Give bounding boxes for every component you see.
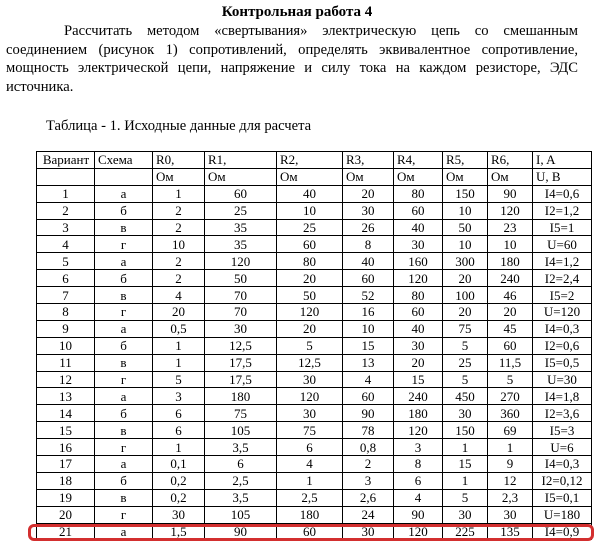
table-cell: 60 — [488, 337, 533, 354]
table-cell: 180 — [488, 253, 533, 270]
table-cell: б — [95, 472, 153, 489]
table-cell: 120 — [205, 253, 277, 270]
table-cell: 9 — [37, 320, 95, 337]
table-cell: 50 — [277, 287, 343, 304]
table-cell: I5=2 — [533, 287, 592, 304]
table-cell: а — [95, 388, 153, 405]
table-cell: 14 — [37, 405, 95, 422]
table-cell: 120 — [394, 523, 443, 540]
table-cell: U=60 — [533, 236, 592, 253]
table-cell: 60 — [277, 236, 343, 253]
table-cell: 20 — [277, 320, 343, 337]
table-cell: 12 — [37, 371, 95, 388]
table-cell: 90 — [488, 185, 533, 202]
table-cell: 160 — [394, 253, 443, 270]
table-cell: в — [95, 219, 153, 236]
table-cell: б — [95, 202, 153, 219]
table-cell: 15 — [394, 371, 443, 388]
table-cell: 30 — [277, 405, 343, 422]
table-cell: 30 — [343, 202, 394, 219]
table-cell: Ом — [394, 168, 443, 185]
table-row — [37, 304, 592, 321]
table-cell: Ом — [443, 168, 488, 185]
table-cell: 12,5 — [205, 337, 277, 354]
table-cell: 5 — [488, 371, 533, 388]
table-cell: 70 — [205, 304, 277, 321]
table-cell: Ом — [205, 168, 277, 185]
table-cell: в — [95, 287, 153, 304]
table-cell: 120 — [277, 304, 343, 321]
table-cell: 15 — [37, 422, 95, 439]
table-cell: 24 — [343, 506, 394, 523]
table-cell: I5=0,1 — [533, 489, 592, 506]
task-text: Рассчитать методом «свертывания» электрическую цепь со смешанным соединением (рисунок 1) сопротивлений, определять эквивалентное сопротивление, мощность электрической цепи, напряжение и силу тока на каждом резисторе, ЭДС источника. — [6, 23, 578, 95]
table-cell: 20 — [488, 304, 533, 321]
table-cell: 10 — [153, 236, 205, 253]
table-cell: 20 — [443, 270, 488, 287]
table-cell: 20 — [394, 354, 443, 371]
table-cell: 240 — [488, 270, 533, 287]
highlighted-row-frame — [28, 524, 594, 541]
table-cell: 80 — [394, 185, 443, 202]
table-cell: 40 — [394, 219, 443, 236]
table-cell: I2=0,12 — [533, 472, 592, 489]
table-cell: 26 — [343, 219, 394, 236]
table-cell: б — [95, 270, 153, 287]
table-cell: 10 — [277, 202, 343, 219]
table-cell: г — [95, 506, 153, 523]
table-row — [37, 439, 592, 456]
table-cell: 5 — [443, 371, 488, 388]
data-table — [36, 151, 592, 540]
table-cell: 50 — [443, 219, 488, 236]
table-cell: 1 — [443, 472, 488, 489]
table-cell: 8 — [37, 304, 95, 321]
table-cell: 1,5 — [153, 523, 205, 540]
table-cell: 13 — [37, 388, 95, 405]
table-row — [37, 219, 592, 236]
table-cell — [37, 168, 95, 185]
table-cell: 69 — [488, 422, 533, 439]
table-cell: в — [95, 422, 153, 439]
table-cell: 17,5 — [205, 354, 277, 371]
table-cell: 11 — [37, 354, 95, 371]
table-cell: 60 — [343, 270, 394, 287]
table-cell: 17 — [37, 456, 95, 473]
table-cell: 120 — [277, 388, 343, 405]
table-cell: 6 — [277, 439, 343, 456]
table-cell: R5, — [443, 152, 488, 169]
table-cell: I5=0,5 — [533, 354, 592, 371]
table-row — [37, 185, 592, 202]
table-cell: 3 — [394, 439, 443, 456]
table-row — [37, 253, 592, 270]
table-cell: 0,2 — [153, 472, 205, 489]
table-cell: 20 — [443, 304, 488, 321]
table-cell: 2,5 — [277, 489, 343, 506]
table-cell: 2 — [37, 202, 95, 219]
table-cell: 90 — [394, 506, 443, 523]
table-cell: R3, — [343, 152, 394, 169]
table-row — [37, 506, 592, 523]
table-cell: U=180 — [533, 506, 592, 523]
table-cell: 21 — [37, 523, 95, 540]
table-row — [37, 472, 592, 489]
table-cell: 35 — [205, 219, 277, 236]
table-cell: 11,5 — [488, 354, 533, 371]
table-cell: 300 — [443, 253, 488, 270]
table-cell: 30 — [343, 523, 394, 540]
table-cell: 1 — [37, 185, 95, 202]
table-cell: 60 — [394, 202, 443, 219]
table-cell: г — [95, 439, 153, 456]
table-cell: I4=1,8 — [533, 388, 592, 405]
table-cell: 0,5 — [153, 320, 205, 337]
table-cell: 0,8 — [343, 439, 394, 456]
table-row — [37, 202, 592, 219]
table-cell: 270 — [488, 388, 533, 405]
table-cell: Схема — [95, 152, 153, 169]
table-cell: U=6 — [533, 439, 592, 456]
table-cell: 80 — [394, 287, 443, 304]
table-cell: 2,6 — [343, 489, 394, 506]
table-cell: 90 — [343, 405, 394, 422]
table-cell: в — [95, 489, 153, 506]
table-cell: 12,5 — [277, 354, 343, 371]
table-cell: 4 — [277, 456, 343, 473]
table-cell: 2,5 — [205, 472, 277, 489]
task-paragraph — [6, 22, 578, 96]
table-cell: 120 — [394, 270, 443, 287]
table-cell: 20 — [37, 506, 95, 523]
table-cell: 105 — [205, 422, 277, 439]
table-cell: 40 — [394, 320, 443, 337]
table-cell: 16 — [343, 304, 394, 321]
table-cell: 90 — [205, 523, 277, 540]
table-cell: I4=0,3 — [533, 320, 592, 337]
table-cell: 0,2 — [153, 489, 205, 506]
table-cell: 6 — [153, 405, 205, 422]
table-cell: 25 — [205, 202, 277, 219]
table-cell: 35 — [205, 236, 277, 253]
table-cell: 2 — [343, 456, 394, 473]
table-caption: Таблица - 1. Исходные данные для расчета — [46, 118, 312, 134]
table-cell: U=120 — [533, 304, 592, 321]
table-cell: 0,1 — [153, 456, 205, 473]
table-row — [37, 354, 592, 371]
table-cell: Ом — [488, 168, 533, 185]
table-cell: 5 — [37, 253, 95, 270]
table-cell: 30 — [488, 506, 533, 523]
table-cell: 10 — [488, 236, 533, 253]
table-row — [37, 388, 592, 405]
table-cell: 30 — [443, 405, 488, 422]
table-cell: 6 — [153, 422, 205, 439]
table-cell: 15 — [443, 456, 488, 473]
table-cell: I4=0,9 — [533, 523, 592, 540]
table-cell: 2,3 — [488, 489, 533, 506]
table-cell: 30 — [394, 337, 443, 354]
table-cell: г — [95, 304, 153, 321]
table-cell: I5=3 — [533, 422, 592, 439]
table-cell: Ом — [153, 168, 205, 185]
table-cell: 78 — [343, 422, 394, 439]
table-cell: 4 — [37, 236, 95, 253]
table-cell: 150 — [443, 422, 488, 439]
table-row — [37, 489, 592, 506]
table-cell: 120 — [394, 422, 443, 439]
table-cell: г — [95, 371, 153, 388]
table-header-row — [37, 152, 592, 169]
table-cell: а — [95, 185, 153, 202]
table-cell: I2=1,2 — [533, 202, 592, 219]
table-cell: 75 — [277, 422, 343, 439]
table-cell: 52 — [343, 287, 394, 304]
table-cell: 60 — [394, 304, 443, 321]
table-cell: 40 — [277, 185, 343, 202]
table-cell: 20 — [277, 270, 343, 287]
table-cell: 20 — [343, 185, 394, 202]
table-cell: 23 — [488, 219, 533, 236]
table-cell: 4 — [394, 489, 443, 506]
table-cell: Вариант — [37, 152, 95, 169]
table-cell — [95, 168, 153, 185]
document-title: Контрольная работа 4 — [221, 4, 373, 20]
table-cell: а — [95, 523, 153, 540]
table-cell: 40 — [343, 253, 394, 270]
table-cell: 46 — [488, 287, 533, 304]
table-cell: 10 — [443, 236, 488, 253]
table-cell: R2, — [277, 152, 343, 169]
table-cell: 1 — [153, 337, 205, 354]
table-cell: I2=0,6 — [533, 337, 592, 354]
table-cell: 2 — [153, 202, 205, 219]
table-cell: 180 — [394, 405, 443, 422]
table-cell: б — [95, 405, 153, 422]
table-cell: 19 — [37, 489, 95, 506]
table-cell: 1 — [277, 472, 343, 489]
table-cell: а — [95, 456, 153, 473]
table-cell: 30 — [443, 506, 488, 523]
table-cell: 180 — [277, 506, 343, 523]
table-cell: 1 — [443, 439, 488, 456]
table-cell: 6 — [394, 472, 443, 489]
table-row — [37, 456, 592, 473]
table-cell: 3 — [153, 388, 205, 405]
table-cell: 10 — [443, 202, 488, 219]
table-cell: 3,5 — [205, 489, 277, 506]
table-cell: 7 — [37, 287, 95, 304]
table-cell: 75 — [205, 405, 277, 422]
table-cell: 3,5 — [205, 439, 277, 456]
table-row — [37, 270, 592, 287]
table-cell: Ом — [277, 168, 343, 185]
table-cell: 18 — [37, 472, 95, 489]
table-row — [37, 320, 592, 337]
table-cell: а — [95, 253, 153, 270]
table-cell: 4 — [153, 287, 205, 304]
table-cell: 6 — [205, 456, 277, 473]
table-cell: в — [95, 354, 153, 371]
table-row — [37, 405, 592, 422]
table-cell: 105 — [205, 506, 277, 523]
table-cell: 5 — [443, 337, 488, 354]
table-cell: 60 — [343, 388, 394, 405]
table-cell: 12 — [488, 472, 533, 489]
table-row — [37, 236, 592, 253]
table-cell: 45 — [488, 320, 533, 337]
table-cell: 450 — [443, 388, 488, 405]
table-row — [37, 287, 592, 304]
table-cell: 30 — [277, 371, 343, 388]
table-row — [37, 422, 592, 439]
table-cell: 30 — [205, 320, 277, 337]
table-cell: Ом — [343, 168, 394, 185]
table-units-row — [37, 168, 592, 185]
table-cell: R0, — [153, 152, 205, 169]
table-cell: 8 — [394, 456, 443, 473]
table-cell: R6, — [488, 152, 533, 169]
table-cell: 70 — [205, 287, 277, 304]
table-cell: 50 — [205, 270, 277, 287]
table-cell: 30 — [394, 236, 443, 253]
table-row — [37, 337, 592, 354]
table-cell: 75 — [443, 320, 488, 337]
table-cell: R1, — [205, 152, 277, 169]
table-cell: 60 — [277, 523, 343, 540]
table-cell: 80 — [277, 253, 343, 270]
table-cell: 2 — [153, 253, 205, 270]
table-cell: 1 — [153, 354, 205, 371]
table-cell: 360 — [488, 405, 533, 422]
table-cell: 9 — [488, 456, 533, 473]
table-cell: 5 — [153, 371, 205, 388]
table-cell: 30 — [153, 506, 205, 523]
table-cell: 20 — [153, 304, 205, 321]
table-cell: 10 — [343, 320, 394, 337]
table-cell: 150 — [443, 185, 488, 202]
table-cell: 2 — [153, 219, 205, 236]
table-cell: 1 — [153, 185, 205, 202]
table-cell: 25 — [277, 219, 343, 236]
table-cell: 1 — [153, 439, 205, 456]
table-cell: г — [95, 236, 153, 253]
table-cell: 8 — [343, 236, 394, 253]
table-cell: I2=3,6 — [533, 405, 592, 422]
table-cell: 120 — [488, 202, 533, 219]
table-cell: 15 — [343, 337, 394, 354]
table-cell: 6 — [37, 270, 95, 287]
table-cell: 5 — [277, 337, 343, 354]
table-cell: I4=1,2 — [533, 253, 592, 270]
table-cell: I5=1 — [533, 219, 592, 236]
table-cell: 180 — [205, 388, 277, 405]
table-cell: 16 — [37, 439, 95, 456]
table-cell: R4, — [394, 152, 443, 169]
table-row — [37, 371, 592, 388]
table-cell: 4 — [343, 371, 394, 388]
table-cell: 2 — [153, 270, 205, 287]
table-cell: б — [95, 337, 153, 354]
table-cell: 5 — [443, 489, 488, 506]
table-cell: 225 — [443, 523, 488, 540]
table-cell: 3 — [343, 472, 394, 489]
table-cell: I4=0,6 — [533, 185, 592, 202]
table-cell: 3 — [37, 219, 95, 236]
table-cell: U, B — [533, 168, 592, 185]
table-cell: 100 — [443, 287, 488, 304]
table-cell: 13 — [343, 354, 394, 371]
table-cell: 17,5 — [205, 371, 277, 388]
table-cell: I4=0,3 — [533, 456, 592, 473]
table-cell: 25 — [443, 354, 488, 371]
table-cell: а — [95, 320, 153, 337]
table-cell: 10 — [37, 337, 95, 354]
table-cell: U=30 — [533, 371, 592, 388]
table-cell: 60 — [205, 185, 277, 202]
table-cell: I, A — [533, 152, 592, 169]
table-cell: I2=2,4 — [533, 270, 592, 287]
table-cell: 135 — [488, 523, 533, 540]
table-cell: 1 — [488, 439, 533, 456]
table-cell: 240 — [394, 388, 443, 405]
